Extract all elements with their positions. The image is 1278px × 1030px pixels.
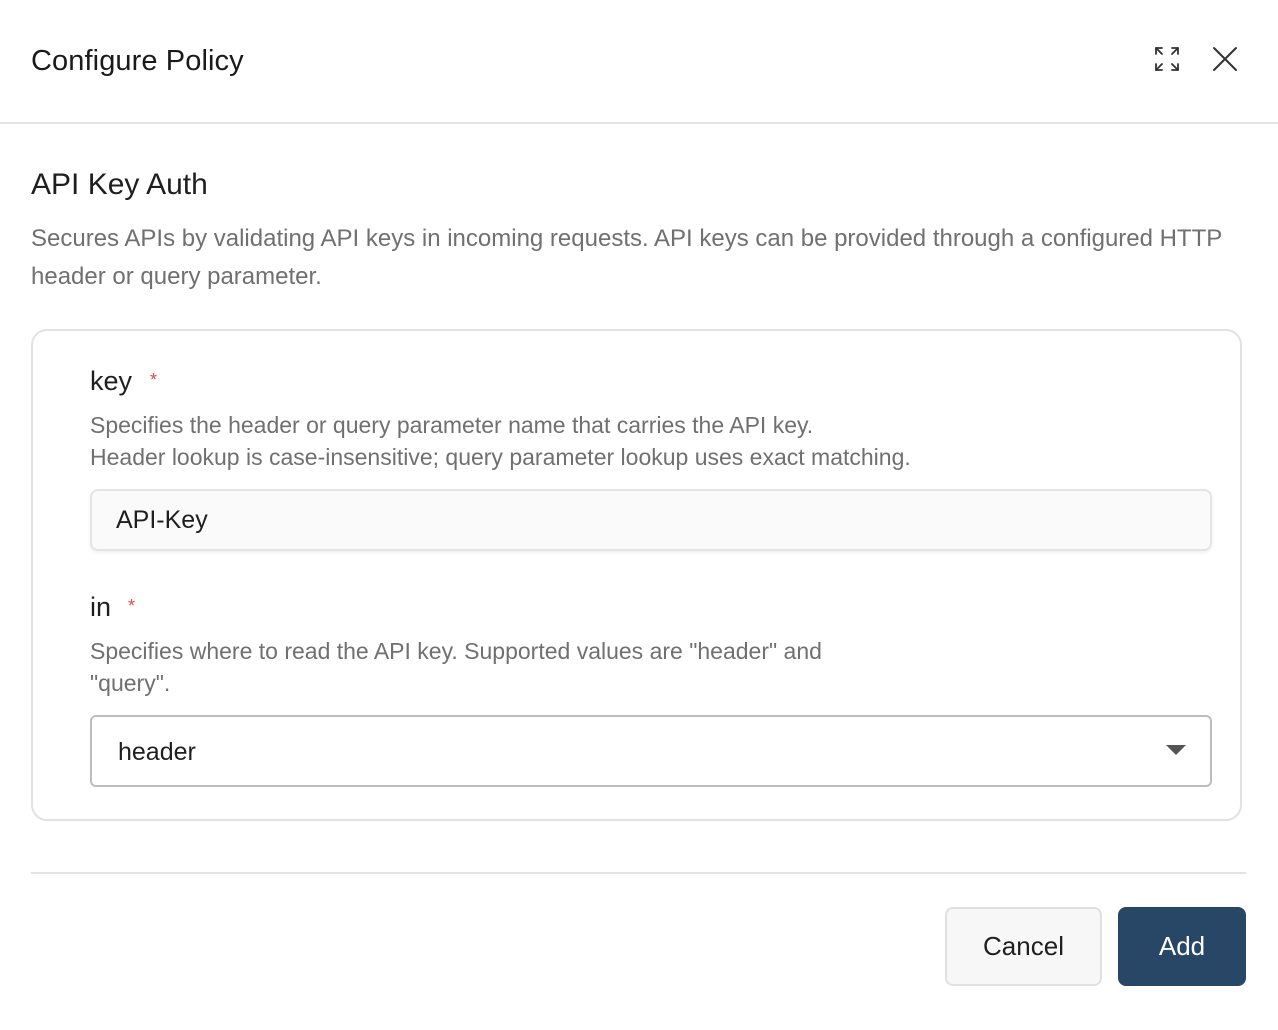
dialog-header — [0, 0, 1278, 124]
in-select-value: header — [118, 738, 196, 766]
key-field-label: key — [90, 366, 133, 396]
cancel-button[interactable]: Cancel — [945, 907, 1102, 986]
in-field-label: in — [90, 592, 112, 622]
close-button[interactable] — [1207, 41, 1243, 77]
close-icon — [1212, 46, 1238, 72]
in-required-mark: * — [128, 596, 136, 616]
dialog-title: Configure Policy — [31, 45, 244, 77]
in-field-help-line2: "query". — [90, 670, 171, 696]
in-select[interactable] — [90, 715, 1212, 787]
expand-button[interactable] — [1149, 41, 1185, 77]
expand-icon — [1154, 46, 1180, 72]
key-field-help-line1: Specifies the header or query parameter name that carries the API key. — [90, 412, 814, 438]
policy-description: Secures APIs by validating API keys in incoming requests. API keys can be provided through a configured HTTP header or query parameter. — [31, 225, 1222, 290]
chevron-down-icon — [1166, 745, 1186, 755]
key-field-help-line2: Header lookup is case-insensitive; query parameter lookup uses exact matching. — [90, 444, 911, 470]
policy-name: API Key Auth — [31, 168, 208, 201]
in-field-help-line1: Specifies where to read the API key. Supported values are "header" and — [90, 638, 822, 664]
policy-form — [31, 329, 1242, 821]
footer-divider — [31, 872, 1246, 874]
add-button[interactable]: Add — [1118, 907, 1246, 986]
key-input[interactable] — [90, 489, 1212, 551]
key-required-mark: * — [150, 370, 158, 390]
